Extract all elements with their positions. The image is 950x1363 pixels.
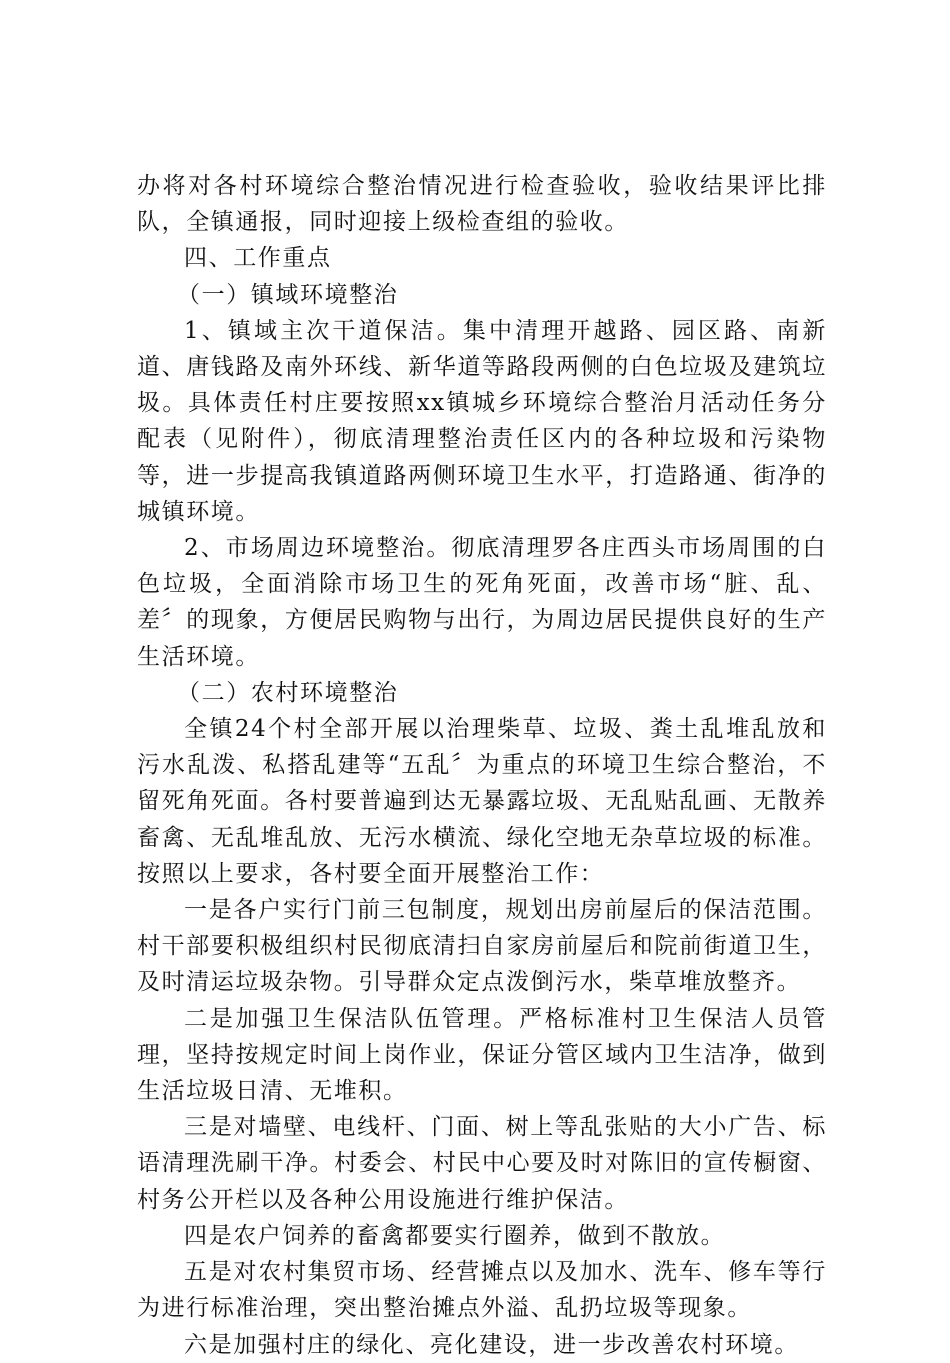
- subsection-heading-town-area: （一）镇域环境整治: [177, 281, 399, 308]
- paragraph-rural-measure-5: 五是对农村集贸市场、经营摊点以及加水、洗车、修车等行为进行标准治理，突出整治摊点外溢、乱扔垃圾等现象。: [137, 1259, 827, 1322]
- paragraph-item-2-market-area: 2、市场周边环境整治。彻底清理罗各庄西头市场周围的白色垃圾，全面消除市场卫生的死角死面，改善市场“脏、乱、差〞的现象，方便居民购物与出行，为周边居民提供良好的生产生活环境。: [137, 535, 827, 670]
- paragraph-item-1-road-cleaning: 1、镇域主次干道保洁。集中清理开越路、园区路、南新道、唐钱路及南外环线、新华道等路段两侧的白色垃圾及建筑垃圾。具体责任村庄要按照xx镇城乡环境综合整治月活动任务分配表（见附件），彻底清理整治责任区内的各种垃圾和污染物等，进一步提高我镇道路两侧环境卫生水平，打造路通、街净的城镇环境。: [137, 317, 827, 525]
- paragraph-rural-measure-3: 三是对墙壁、电线杆、门面、树上等乱张贴的大小广告、标语清理洗刷干净。村委会、村民中心要及时对陈旧的宣传橱窗、村务公开栏以及各种公用设施进行维护保洁。: [137, 1114, 827, 1213]
- paragraph-rural-measure-4: 四是农户饲养的畜禽都要实行圈养，做到不散放。: [184, 1222, 726, 1249]
- section-heading-work-focus: 四、工作重点: [184, 245, 332, 272]
- subsection-heading-rural: （二）农村环境整治: [177, 679, 399, 706]
- paragraph-rural-measure-1: 一是各户实行门前三包制度，规划出房前屋后的保洁范围。村干部要积极组织村民彻底清扫自家房前屋后和院前街道卫生，及时清运垃圾杂物。引导群众定点泼倒污水，柴草堆放整齐。: [137, 897, 827, 996]
- document-body: [137, 168, 827, 1363]
- paragraph-continuation: 办将对各村环境综合整治情况进行检查验收，验收结果评比排队，全镇通报，同时迎接上级检查组的验收。: [137, 173, 827, 236]
- paragraph-rural-measure-6: 六是加强村庄的绿化、亮化建设，进一步改善农村环境。: [184, 1331, 799, 1358]
- paragraph-rural-intro: 全镇24个村全部开展以治理柴草、垃圾、粪土乱堆乱放和污水乱泼、私搭乱建等“五乱〞为重点的环境卫生综合整治，不留死角死面。各村要普遍到达无暴露垃圾、无乱贴乱画、无散养畜禽、无乱堆乱放、无污水横流、绿化空地无杂草垃圾的标准。按照以上要求，各村要全面开展整治工作：: [137, 716, 827, 887]
- paragraph-rural-measure-2: 二是加强卫生保洁队伍管理。严格标准村卫生保洁人员管理，坚持按规定时间上岗作业，保证分管区域内卫生洁净，做到生活垃圾日清、无堆积。: [137, 1005, 827, 1105]
